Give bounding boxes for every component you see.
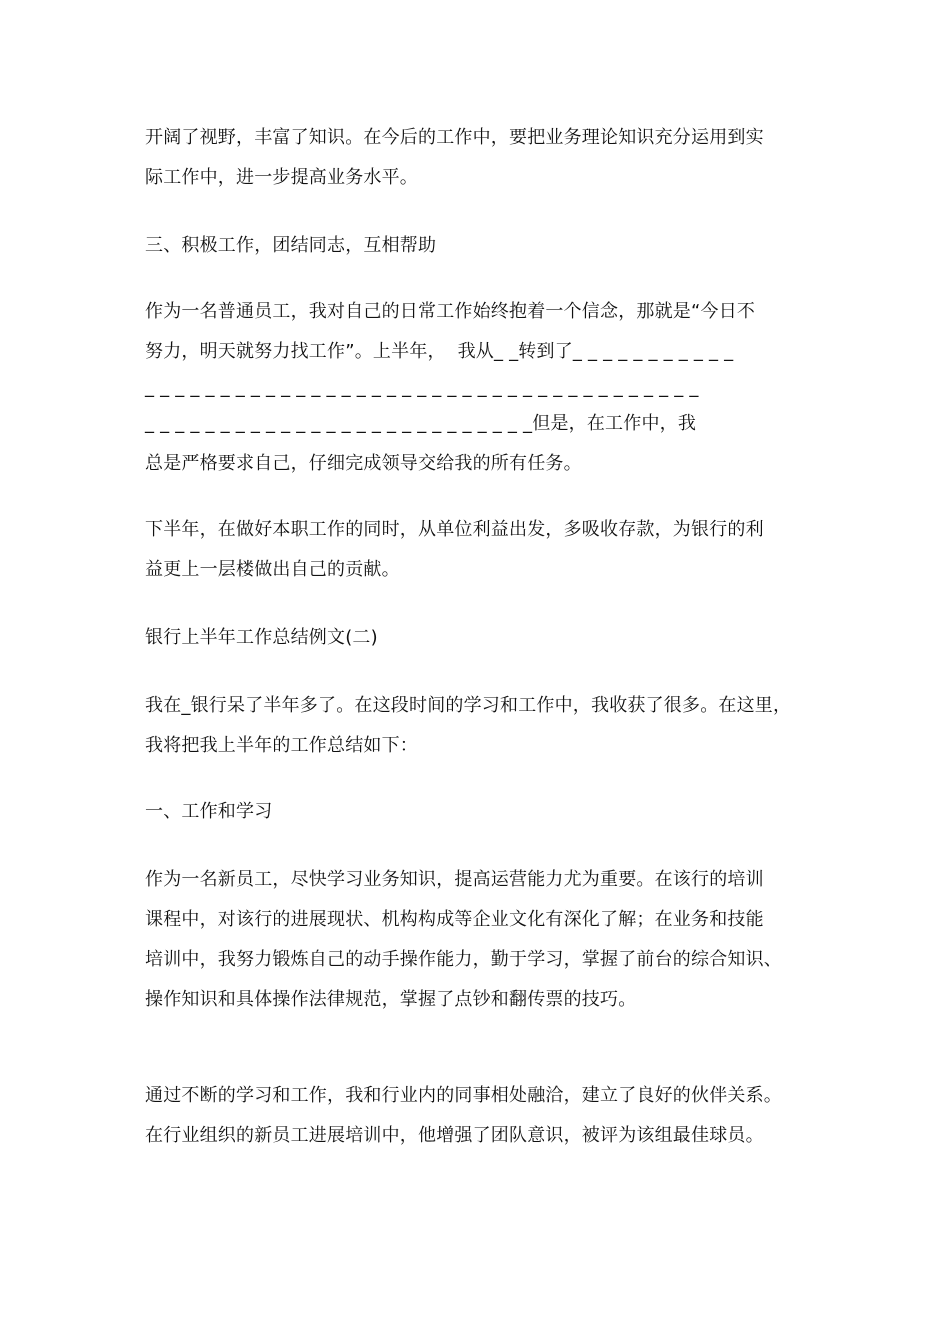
paragraph-line: 我在_银行呆了半年多了。在这段时间的学习和工作中，我收获了很多。在这里， bbox=[145, 695, 792, 716]
paragraph-line: 努力，明天就努力找工作”。上半年， 我从_ _转到了_ _ _ _ _ _ _ _ _ _ _ bbox=[145, 341, 734, 362]
paragraph-line: 作为一名普通员工，我对自己的日常工作始终抱着一个信念，那就是“今日不 bbox=[145, 301, 756, 322]
paragraph-line: _ _ _ _ _ _ _ _ _ _ _ _ _ _ _ _ _ _ _ _ _ _ _ _ _ _但是，在工作中，我 bbox=[145, 413, 697, 434]
paragraph-line: 操作知识和具体操作法律规范，掌握了点钞和翻传票的技巧。 bbox=[145, 989, 637, 1010]
paragraph-line: 我将把我上半年的工作总结如下： bbox=[145, 735, 418, 756]
blank-fill-line: _ _ _ _ _ _ _ _ _ _ _ _ _ _ _ _ _ _ _ _ _ _ _ _ _ _ _ _ _ _ _ _ _ _ _ _ _ bbox=[145, 377, 699, 398]
paragraph-line: 课程中，对该行的进展现状、机构构成等企业文化有深化了解；在业务和技能 bbox=[145, 909, 764, 930]
paragraph-line: 在行业组织的新员工进展培训中，他增强了团队意识，被评为该组最佳球员。 bbox=[145, 1125, 764, 1146]
paragraph-line: 下半年，在做好本职工作的同时，从单位利益出发，多吸收存款，为银行的利 bbox=[145, 519, 764, 540]
section-heading: 一、工作和学习 bbox=[145, 801, 273, 822]
paragraph-line: 益更上一层楼做出自己的贡献。 bbox=[145, 559, 400, 580]
paragraph-line: 开阔了视野，丰富了知识。在今后的工作中，要把业务理论知识充分运用到实 bbox=[145, 127, 764, 148]
paragraph-line: 际工作中，进一步提高业务水平。 bbox=[145, 167, 418, 188]
paragraph-line: 通过不断的学习和工作，我和行业内的同事相处融洽，建立了良好的伙伴关系。 bbox=[145, 1085, 782, 1106]
paragraph-line: 总是严格要求自己，仔细完成领导交给我的所有任务。 bbox=[145, 453, 582, 474]
paragraph-line: 培训中，我努力锻炼自己的动手操作能力，勤于学习，掌握了前台的综合知识、 bbox=[145, 949, 782, 970]
document-subtitle: 银行上半年工作总结例文(二) bbox=[145, 627, 378, 648]
section-heading: 三、积极工作，团结同志，互相帮助 bbox=[145, 235, 437, 256]
paragraph-line: 作为一名新员工，尽快学习业务知识，提高运营能力尤为重要。在该行的培训 bbox=[145, 869, 764, 890]
